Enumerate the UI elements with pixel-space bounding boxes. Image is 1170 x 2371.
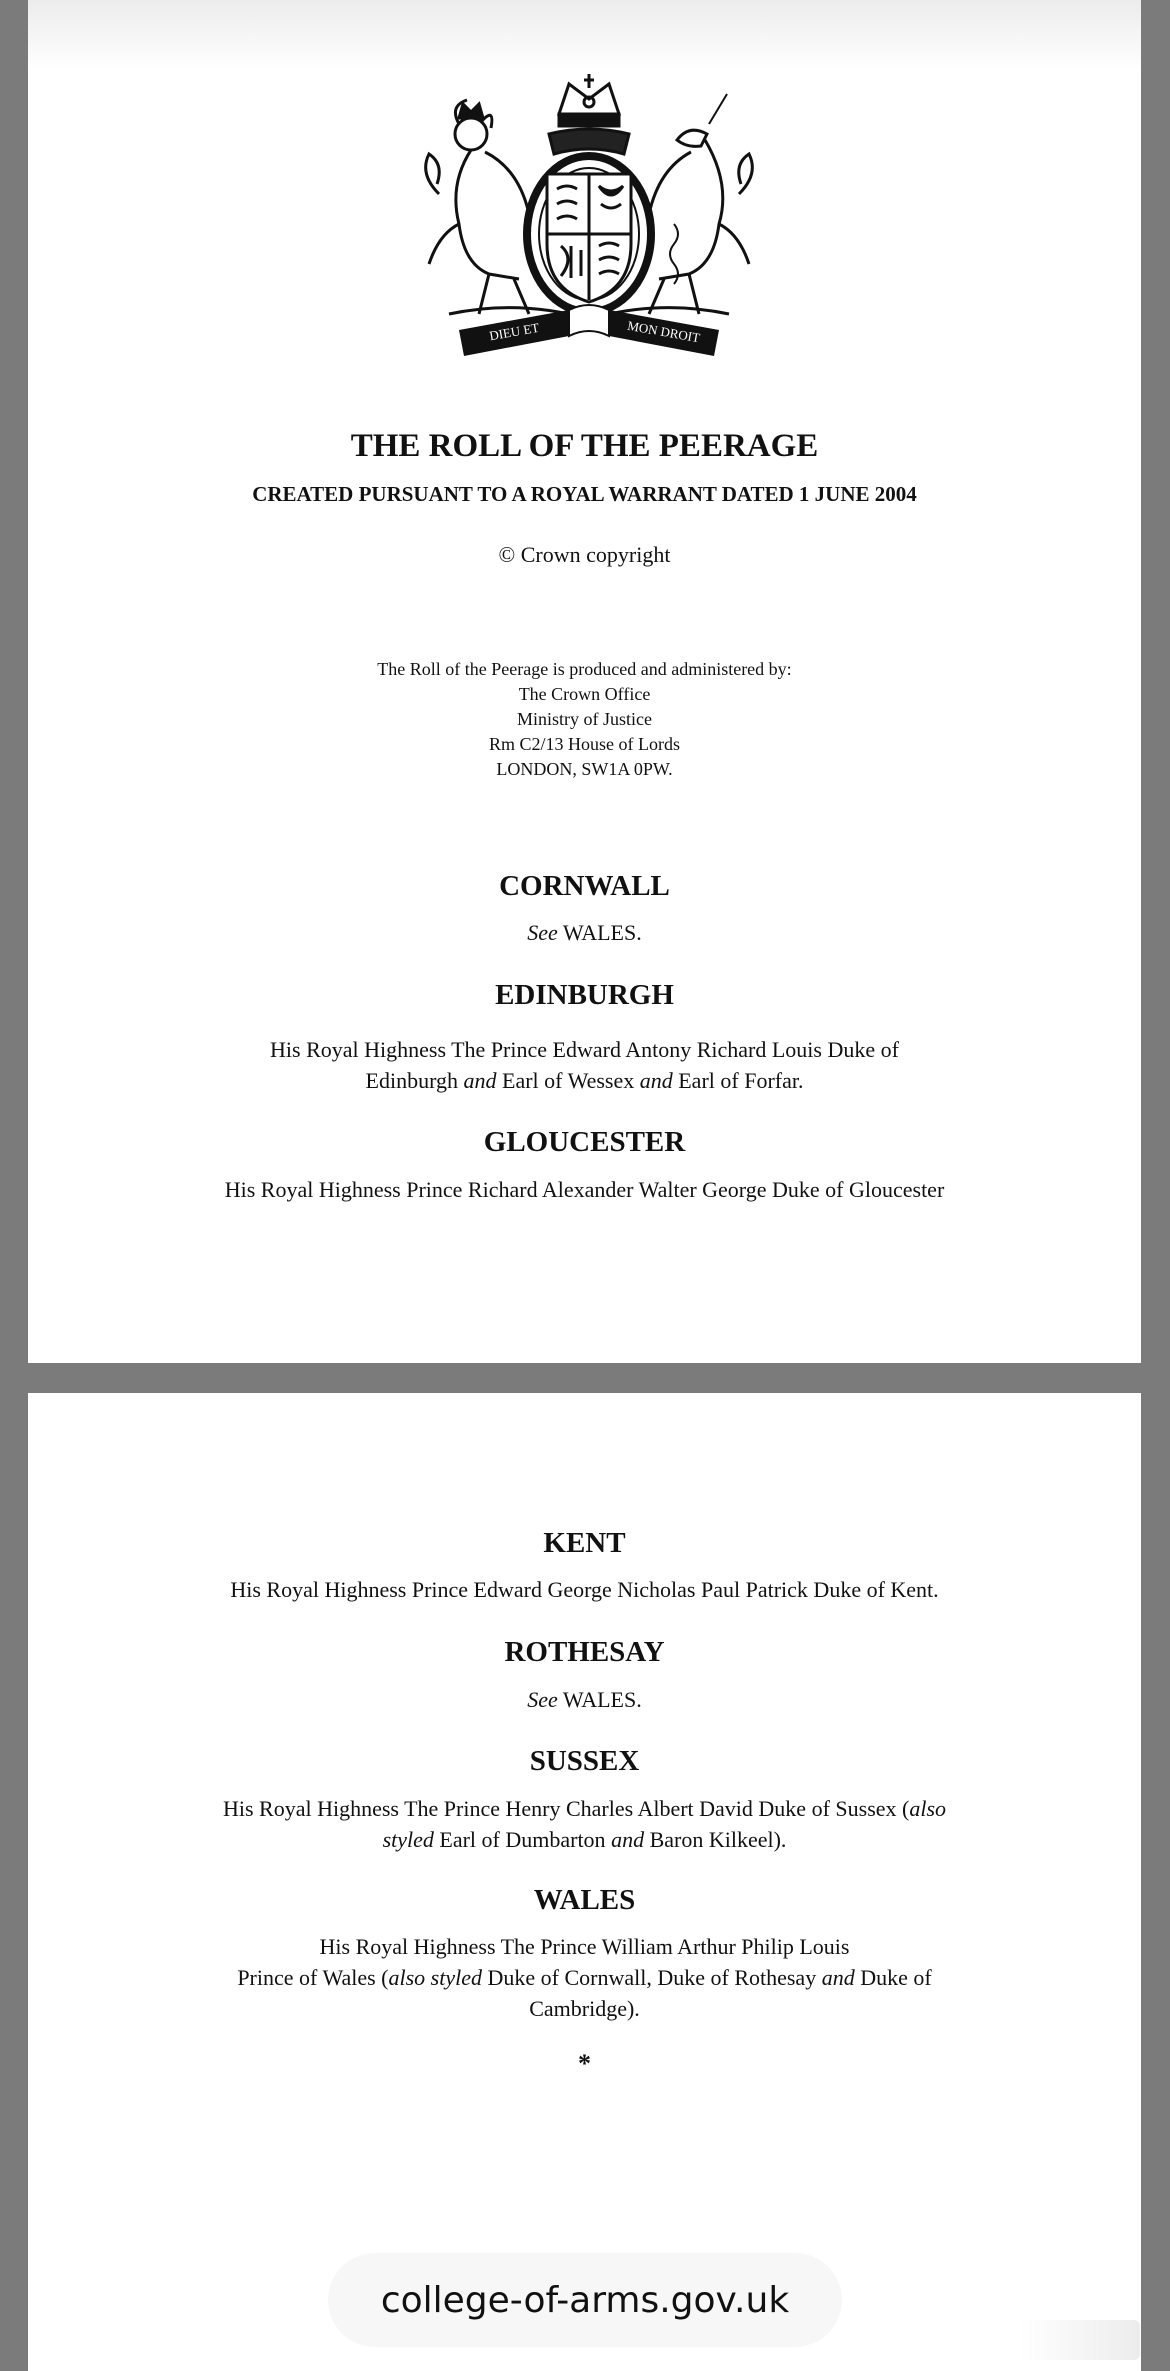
- section-text-cornwall: [28, 917, 1141, 948]
- administration-intro: The Roll of the Peerage is produced and administered by:: [377, 659, 792, 679]
- section-title-gloucester: GLOUCESTER: [483, 1126, 686, 1158]
- section-title-sussex: SUSSEX: [529, 1745, 640, 1777]
- text-run: Baron Kilkeel).: [644, 1827, 787, 1852]
- italic-and: and: [611, 1827, 645, 1852]
- wales-line-3: Cambridge).: [529, 1996, 640, 2021]
- motto-left-text: DIEU ET: [488, 319, 541, 344]
- text-run: Duke of: [854, 1965, 932, 1990]
- royal-coat-of-arms-icon: [419, 74, 759, 360]
- document-page-1: [28, 0, 1141, 1363]
- section-title-wales: WALES: [533, 1884, 636, 1916]
- text-run: Earl of Wessex: [496, 1068, 640, 1093]
- cross-reference: WALES.: [557, 920, 642, 945]
- see-label: See: [527, 920, 558, 945]
- italic-and: and: [463, 1068, 497, 1093]
- document-page-2: [28, 1393, 1141, 2371]
- address-bar[interactable]: [328, 2253, 842, 2347]
- section-title-kent: KENT: [543, 1527, 626, 1559]
- italic-also: also: [909, 1796, 947, 1821]
- italic-and: and: [821, 1965, 855, 1990]
- url-text: college-of-arms.gov.uk: [380, 2279, 790, 2321]
- section-title-edinburgh: EDINBURGH: [495, 979, 674, 1011]
- document-title: THE ROLL OF THE PEERAGE: [350, 428, 819, 464]
- sussex-line-2: [28, 1824, 1141, 1855]
- page-top-shadow: [28, 0, 1141, 70]
- section-text-gloucester: His Royal Highness Prince Richard Alexander Walter George Duke of Gloucester: [224, 1177, 945, 1202]
- administration-line: Ministry of Justice: [517, 709, 652, 729]
- administration-line: Rm C2/13 House of Lords: [489, 734, 680, 754]
- wales-line-1: His Royal Highness The Prince William Arthur Philip Louis: [319, 1934, 850, 1959]
- section-text-wales: [28, 1931, 1141, 2024]
- section-text-rothesay: [28, 1684, 1141, 1715]
- copyright-notice: © Crown copyright: [498, 542, 671, 567]
- italic-also-styled: also styled: [388, 1965, 482, 1990]
- italic-styled: styled: [382, 1827, 434, 1852]
- italic-and: and: [639, 1068, 673, 1093]
- text-run: Earl of Forfar.: [672, 1068, 804, 1093]
- wales-line-2: [28, 1962, 1141, 1993]
- end-asterisk: *: [578, 2049, 591, 2078]
- motto-right-text: MON DROIT: [626, 317, 702, 346]
- section-text-edinburgh: [28, 1034, 1141, 1096]
- text-run: Prince of Wales (: [237, 1965, 389, 1990]
- edinburgh-line-1: His Royal Highness The Prince Edward Antony Richard Louis Duke of: [270, 1037, 899, 1062]
- edinburgh-line-2: [28, 1065, 1141, 1096]
- section-title-rothesay: ROTHESAY: [504, 1636, 665, 1668]
- cross-reference: WALES.: [557, 1687, 642, 1712]
- see-label: See: [527, 1687, 558, 1712]
- administration-line: LONDON, SW1A 0PW.: [496, 759, 673, 779]
- section-title-cornwall: CORNWALL: [499, 870, 670, 902]
- section-text-sussex: [28, 1793, 1141, 1855]
- sussex-line-1: [28, 1793, 1141, 1824]
- document-subtitle: CREATED PURSUANT TO A ROYAL WARRANT DATED 1 JUNE 2004: [252, 482, 917, 506]
- administration-block: [28, 657, 1141, 782]
- administration-line: The Crown Office: [518, 684, 651, 704]
- corner-shadow: [1020, 2320, 1140, 2360]
- text-run: Duke of Cornwall, Duke of Rothesay: [481, 1965, 822, 1990]
- text-run: His Royal Highness The Prince Henry Charles Albert David Duke of Sussex (: [222, 1796, 910, 1821]
- text-run: Edinburgh: [365, 1068, 464, 1093]
- text-run: Earl of Dumbarton: [433, 1827, 612, 1852]
- section-text-kent: His Royal Highness Prince Edward George Nicholas Paul Patrick Duke of Kent.: [230, 1577, 939, 1602]
